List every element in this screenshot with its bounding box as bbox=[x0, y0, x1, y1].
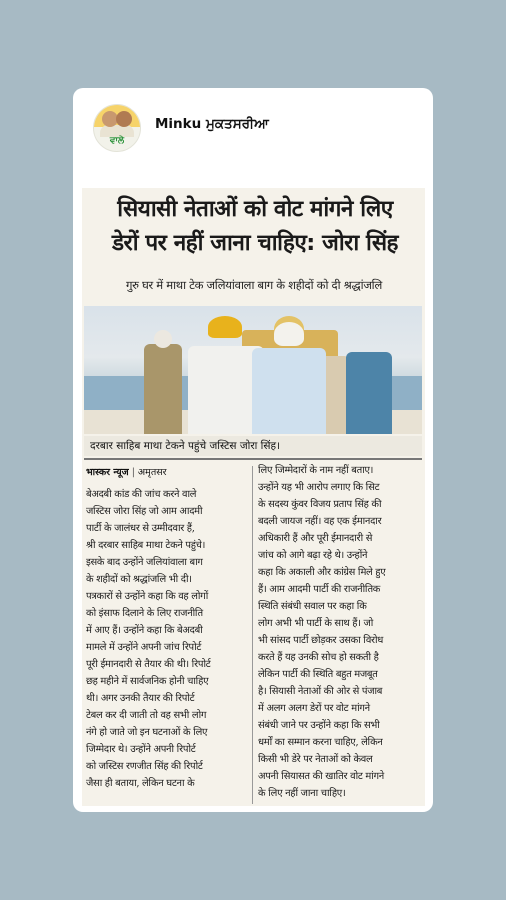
article-line: लोग अभी भी पार्टी के साथ हैं। जो bbox=[258, 618, 374, 629]
headline-line-2: डेरों पर नहीं जाना चाहिए: जोरा सिंह bbox=[111, 230, 399, 256]
article-line: में अलग अलग डेरों पर वोट मांगने bbox=[258, 703, 370, 714]
person-woman bbox=[346, 352, 392, 434]
article-line: जांच को आगे बढ़ा रहे थे। उन्होंने bbox=[258, 550, 368, 561]
avatar[interactable] bbox=[93, 104, 141, 152]
article-line: हैं। आम आदमी पार्टी की राजनीतिक bbox=[258, 584, 381, 595]
article-line: में आए हैं। उन्होंने कहा कि बेअदबी bbox=[86, 625, 203, 636]
article-line: लिए जिम्मेदारों के नाम नहीं बताए। bbox=[258, 465, 374, 476]
person-companion bbox=[252, 348, 326, 434]
article-line: छह महीने में सार्वजनिक होनी चाहिए bbox=[86, 676, 209, 687]
photo-caption: दरबार साहिब माथा टेकने पहुंचे जस्टिस जोरा सिंह। bbox=[84, 436, 422, 456]
article-line: के शहीदों को श्रद्धांजलि भी दी। bbox=[86, 574, 192, 585]
person-guard bbox=[144, 344, 182, 434]
article-line: थी। अगर उनकी तैयार की रिपोर्ट bbox=[86, 693, 195, 704]
article-line: के लिए नहीं जाना चाहिए। bbox=[258, 788, 346, 799]
article-line: जिम्मेदार थे। उन्होंने अपनी रिपोर्ट bbox=[86, 744, 196, 755]
person-justice-turban bbox=[208, 316, 242, 338]
byline-source: भास्कर न्यूज bbox=[86, 467, 129, 478]
headline bbox=[90, 192, 420, 260]
article-line: है। सियासी नेताओं की ओर से पंजाब bbox=[258, 686, 383, 697]
byline-separator: | bbox=[131, 467, 135, 478]
article-column-left bbox=[86, 486, 248, 792]
byline-city: अमृतसर bbox=[137, 467, 167, 478]
article-column-right bbox=[258, 462, 420, 802]
article-line: जैसा ही बताया, लेकिन घटना के bbox=[86, 778, 195, 789]
article-line: पूरी ईमानदारी से तैयार की थी। रिपोर्ट bbox=[86, 659, 211, 670]
subheadline: गुरु घर में माथा टेक जलियांवाला बाग के शहीदों को दी श्रद्धांजलि bbox=[125, 278, 383, 292]
article-line: अधिकारी हैं और पूरी ईमानदारी से bbox=[258, 533, 373, 544]
article-line: श्री दरबार साहिब माथा टेकने पहुंचे। bbox=[86, 540, 206, 551]
article-line: पत्रकारों से उन्होंने कहा कि वह लोगों bbox=[86, 591, 208, 602]
article-line: उन्होंने यह भी आरोप लगाए कि सिट bbox=[258, 482, 380, 493]
article-line: अपनी सियासत की खातिर वोट मांगने bbox=[258, 771, 384, 782]
caption-divider bbox=[84, 458, 422, 460]
article-line: जस्टिस जोरा सिंह जो आम आदमी bbox=[86, 506, 203, 517]
article-line: के सदस्य कुंवर विजय प्रताप सिंह की bbox=[258, 499, 382, 510]
post-card bbox=[73, 88, 433, 812]
article-line: बदली जायज नहीं। वह एक ईमानदार bbox=[258, 516, 382, 527]
article-line: कहा कि अकाली और कांग्रेस मिले हुए bbox=[258, 567, 386, 578]
column-divider bbox=[252, 466, 253, 804]
person-guard-head bbox=[154, 330, 172, 348]
article-line: नंगे हो जाते जो इन घटनाओं के लिए bbox=[86, 727, 208, 738]
article-line: लेकिन पार्टी की स्थिति बहुत मजबूत bbox=[258, 669, 378, 680]
byline bbox=[86, 464, 248, 482]
article-line: किसी भी डेरे पर नेताओं को केवल bbox=[258, 754, 373, 765]
article-line: को इंसाफ दिलाने के लिए राजनीति bbox=[86, 608, 203, 619]
article-line: पार्टी के जालंधर से उम्मीदवार हैं, bbox=[86, 523, 195, 534]
newspaper-clipping bbox=[82, 188, 425, 806]
person-companion-head bbox=[274, 322, 304, 346]
article-line: संबंधी जाने पर उन्होंने कहा कि सभी bbox=[258, 720, 380, 731]
article-line: भी सांसद पार्टी छोड़कर उसका विरोध bbox=[258, 635, 384, 646]
avatar-face-right bbox=[116, 111, 132, 127]
news-photo bbox=[84, 306, 422, 434]
username[interactable]: Minku ਮੁਕਤਸਰੀਆ bbox=[155, 116, 269, 132]
avatar-logo-text: ਵਾਲੇ bbox=[109, 136, 125, 146]
article-line: मामले में उन्होंने अपनी जांच रिपोर्ट bbox=[86, 642, 202, 653]
article-line: करते हैं यह उनकी सोच हो सकती है bbox=[258, 652, 379, 663]
article-line: को जस्टिस रणजीत सिंह की रिपोर्ट bbox=[86, 761, 203, 772]
post-header bbox=[73, 88, 433, 162]
article-line: स्थिति संबंधी सवाल पर कहा कि bbox=[258, 601, 367, 612]
article-line: बेअदबी कांड की जांच करने वाले bbox=[86, 489, 197, 500]
article-line: धर्मों का सम्मान करना चाहिए, लेकिन bbox=[258, 737, 383, 748]
article-line: टेबल कर दी जाती तो वह सभी लोग bbox=[86, 710, 207, 721]
article-line: इसके बाद उन्होंने जलियांवाला बाग bbox=[86, 557, 203, 568]
headline-line-1: सियासी नेताओं को वोट मांगने लिए bbox=[117, 196, 393, 222]
